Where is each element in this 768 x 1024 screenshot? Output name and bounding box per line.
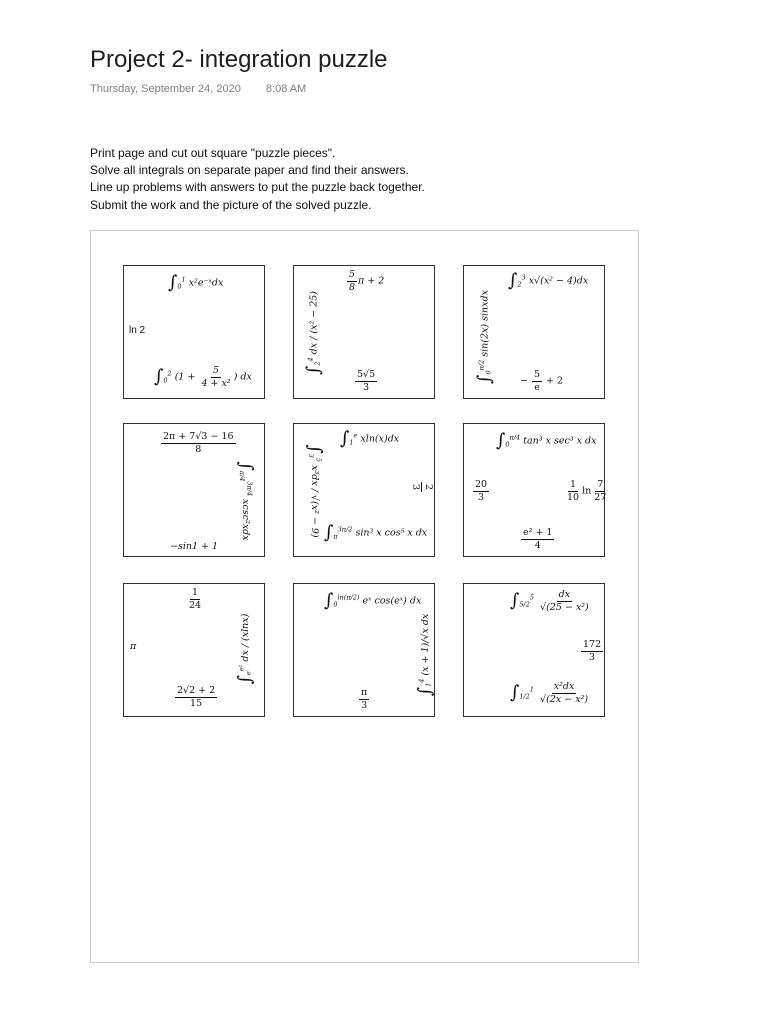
- piece-1-top-integral: $\int_0^1$ x²e⁻ˣdx: [168, 272, 224, 293]
- piece-1-left-answer: ln 2: [129, 325, 146, 336]
- piece-6-right-answer: $\frac{1}{10}$ ln $\frac{7}{27}$: [567, 479, 607, 503]
- piece-9-bottom-integral: $\int_{1/2}^1$ $\frac{\text{x²dx}}{\text{√(2x − x²)}}$: [510, 681, 589, 705]
- piece-3-top-integral: $\int_2^3$ x√(x² − 4)dx: [508, 270, 589, 291]
- piece-8-right-integral: $\int_1^4$ (x + 1)/√x dx: [414, 613, 436, 697]
- piece-2-bottom-answer: $\frac{5√5}{3}$: [357, 369, 376, 393]
- piece-5-bottom-integral: $\int_\pi^{3\pi/2}$ sin³ x cos⁵ x dx: [324, 522, 428, 543]
- puzzle-sheet: [90, 230, 639, 963]
- piece-6-top-integral: $\int_0^{\pi/4}$ tan³ x sec³ x dx: [496, 430, 597, 451]
- puzzle-piece-1: [123, 265, 265, 399]
- piece-6-left-answer: $\frac{20}{3}$: [475, 479, 488, 503]
- piece-8-top-integral: $\int_0^{ln(\pi/2)}$ eˣ cos(eˣ) dx: [324, 590, 422, 611]
- piece-1-bottom-integral: $\int_0^2$ (1 + $\frac{5}{\text{4 + x²}}$ ) dx: [154, 365, 252, 389]
- piece-3-left-integral: $\int_0^{\pi/2}$ sin(2x) sinxdx: [473, 290, 495, 384]
- piece-7-left-answer: π: [130, 641, 137, 652]
- piece-2-left-integral: $\int_2^4$ dx / (x² − 25): [303, 290, 325, 376]
- puzzle-piece-6: [463, 423, 605, 557]
- instruction-line: Solve all integrals on separate paper and find their answers.: [90, 163, 409, 178]
- page-timestamp: [90, 83, 306, 95]
- piece-2-top-answer: $\frac{5}{8}$ π + 2: [349, 269, 385, 293]
- piece-9-top-integral: $\int_{5/2}^5$ $\frac{dx}{\text{√(25 − x²)}}$: [510, 589, 589, 613]
- piece-6-bottom-answer: $\frac{\text{e² + 1}}{4}$: [523, 527, 553, 551]
- puzzle-piece-2: [293, 265, 435, 399]
- instruction-line: Line up problems with answers to put the puzzle back together.: [90, 180, 425, 195]
- piece-5-top-integral: $\int_1^e$ xln(x)dx: [340, 428, 400, 449]
- piece-4-top-answer: $\frac{2\pi + 7√3 - 16}{8}$: [163, 431, 234, 455]
- piece-3-bottom-answer: − $\frac{5}{e}$ + 2: [520, 369, 564, 393]
- page-date: Thursday, September 24, 2020: [90, 83, 241, 95]
- piece-8-bottom-answer: $\frac{\pi}{3}$: [361, 687, 368, 711]
- instruction-line: Print page and cut out square "puzzle pieces".: [90, 146, 336, 160]
- piece-4-right-integral: $\int_{\pi/4}^{3\pi/4}$ xcsc²xdx: [235, 461, 257, 541]
- piece-7-top-answer: $\frac{1}{24}$: [189, 587, 202, 611]
- puzzle-piece-7: [123, 583, 265, 717]
- puzzle-piece-4: [123, 423, 265, 557]
- instruction-line: Submit the work and the picture of the solved puzzle.: [90, 197, 372, 212]
- puzzle-piece-3: [463, 265, 605, 399]
- puzzle-piece-8: [293, 583, 435, 717]
- instructions: [90, 145, 425, 214]
- piece-4-bottom-answer: −sin1 + 1: [170, 541, 219, 552]
- piece-5-right-answer: 2 3: [410, 483, 435, 491]
- piece-7-bottom-answer: $\frac{2√2 + 2}{15}$: [177, 685, 216, 709]
- page-time: 8:08 AM: [265, 83, 307, 95]
- piece-9-right-answer: $\frac{172}{3}$: [583, 639, 602, 663]
- puzzle-piece-9: [463, 583, 605, 717]
- piece-5-left-integral: $\int_3^5$ x³dx / √(x² − 9): [304, 444, 326, 538]
- piece-7-right-integral: $\int_e^{e^2}$ dx / (xlnx): [234, 613, 256, 685]
- page-title: Project 2- integration puzzle: [90, 46, 388, 73]
- puzzle-piece-5: [293, 423, 435, 557]
